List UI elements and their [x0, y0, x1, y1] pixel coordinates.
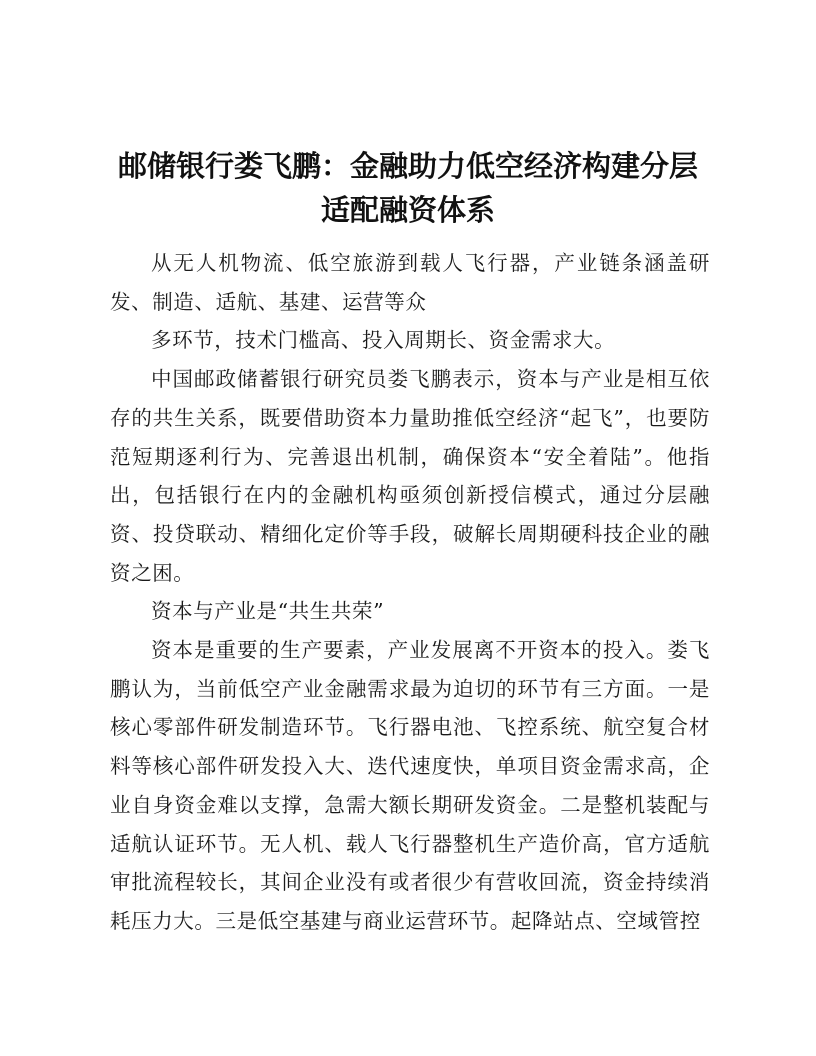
- article-title: [100, 144, 716, 232]
- title-line-1: 邮储银行娄飞鹏：金融助力低空经济构建分层: [117, 149, 698, 183]
- paragraph-1: 从无人机物流、低空旅游到载人飞行器，产业链条涵盖研发、制造、适航、基建、运营等众: [110, 251, 710, 314]
- title-line-2: 适配融资体系: [320, 193, 495, 227]
- section-heading: 资本与产业是“共生共荣”: [151, 599, 385, 624]
- paragraph-3: 中国邮政储蓄银行研究员娄飞鹏表示，资本与产业是相互依存的共生关系，既要借助资本力量助推低空经济“起飞”，也要防范短期逐利行为、完善退出机制，确保资本“安全着陆”。他指出，包括银行在内的金融机构亟须创新授信模式，通过分层融资、投贷联动、精细化定价等手段，破解长周期硬科技企业的融资之困。: [110, 367, 710, 585]
- paragraph-2: 多环节，技术门槛高、投入周期长、资金需求大。: [151, 328, 616, 353]
- paragraph-4: 资本是重要的生产要素，产业发展离不开资本的投入。娄飞鹏认为，当前低空产业金融需求最为迫切的环节有三方面。一是核心零部件研发制造环节。飞行器电池、飞控系统、航空复合材料等核心部件研发投入大、迭代速度快，单项目资金需求高，企业自身资金难以支撑，急需大额长期研发资金。二是整机装配与适航认证环节。无人机、载人飞行器整机生产造价高，官方适航审批流程较长，其间企业没有或者很少有营收回流，资金持续消耗压力大。三是低空基建与商业运营环节。起降站点、空域管控: [110, 638, 710, 933]
- article-body: [110, 244, 710, 941]
